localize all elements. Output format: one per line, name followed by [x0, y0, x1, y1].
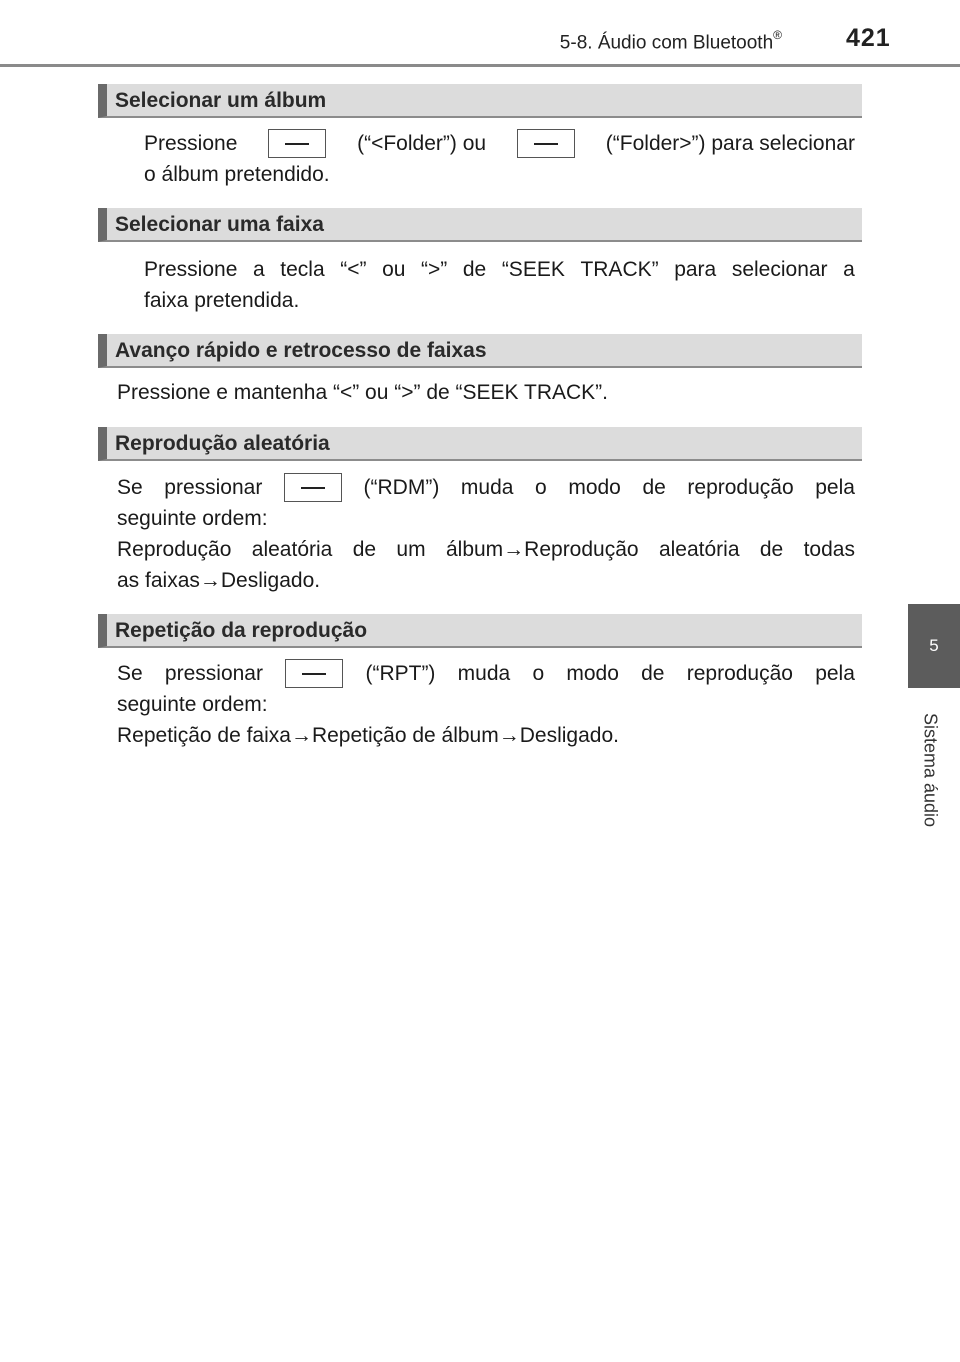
- section-heading-text: Avanço rápido e retrocesso de faixas: [115, 339, 487, 362]
- text-line: seguinte ordem:: [117, 693, 268, 716]
- word: (“Folder>”) para selecionar: [605, 132, 855, 155]
- text-line: o álbum pretendido.: [144, 163, 330, 186]
- text-line: [117, 472, 855, 503]
- text-line: [144, 128, 855, 159]
- word: reprodução: [686, 662, 793, 685]
- section-heading-repeat: [98, 614, 862, 648]
- section-heading-track: [98, 208, 862, 242]
- word: o: [535, 476, 547, 499]
- word: muda: [457, 662, 511, 685]
- word: a: [252, 258, 265, 281]
- word: de: [642, 476, 666, 499]
- word: Se: [117, 662, 143, 685]
- word: aleatória: [251, 538, 333, 561]
- word: Pressione: [144, 132, 238, 155]
- word: para: [674, 258, 717, 281]
- section-heading-album: [98, 84, 862, 118]
- text-line: Repetição de faixa→Repetição de álbum→Desligado.: [117, 724, 619, 747]
- paragraph-track: [144, 254, 855, 316]
- word: pela: [815, 662, 855, 685]
- word: (“RDM”): [363, 476, 440, 499]
- word: o: [532, 662, 545, 685]
- word: um: [396, 538, 426, 561]
- word: ou: [382, 258, 406, 281]
- paragraph-seek: [117, 377, 855, 408]
- registered-mark: ®: [773, 28, 782, 42]
- section-heading-random: [98, 427, 862, 461]
- section-heading-seek: [98, 334, 862, 368]
- word: Pressione: [144, 258, 238, 281]
- header-rule: [0, 64, 960, 67]
- word: muda: [460, 476, 514, 499]
- text-line: faixa pretendida.: [144, 289, 300, 312]
- word: selecionar: [731, 258, 828, 281]
- word: “<”: [340, 258, 367, 281]
- rdm-button-icon: [284, 473, 342, 502]
- chapter-label: Sistema áudio: [920, 712, 941, 828]
- word: a: [843, 258, 855, 281]
- word: álbum→Reprodução: [445, 538, 639, 561]
- section-title: [560, 30, 782, 54]
- section-heading-text: Selecionar uma faixa: [115, 213, 324, 236]
- paragraph-repeat: [117, 658, 855, 751]
- word: “>”: [421, 258, 448, 281]
- word: (“RPT”): [365, 662, 436, 685]
- rpt-button-icon: [285, 659, 343, 688]
- text-line: [117, 658, 855, 689]
- paragraph-album: [144, 128, 855, 190]
- word: “SEEK: [501, 258, 565, 281]
- section-heading-text: Selecionar um álbum: [115, 89, 327, 112]
- text-line: seguinte ordem:: [117, 507, 268, 530]
- folder-down-button-icon: [268, 129, 326, 158]
- text-line: Pressione e mantenha “<” ou “>” de “SEEK TRACK”.: [117, 381, 608, 404]
- word: de: [759, 538, 784, 561]
- section-heading-text: Reprodução aleatória: [115, 432, 330, 455]
- word: de: [352, 538, 377, 561]
- word: de: [641, 662, 665, 685]
- word: Se: [117, 476, 143, 499]
- word: pela: [815, 476, 855, 499]
- text-line: [144, 254, 855, 285]
- word: (“<Folder”) ou: [357, 132, 487, 155]
- page-number: 421: [846, 24, 891, 52]
- word: todas: [803, 538, 855, 561]
- text-line: [117, 534, 855, 565]
- word: TRACK”: [580, 258, 659, 281]
- text-line: as faixas→Desligado.: [117, 569, 321, 592]
- word: aleatória: [658, 538, 740, 561]
- word: tecla: [280, 258, 325, 281]
- word: reprodução: [687, 476, 794, 499]
- chapter-tab: 5: [908, 604, 960, 688]
- section-title-text: 5-8. Áudio com Bluetooth: [559, 32, 774, 54]
- paragraph-random: [117, 472, 855, 596]
- word: modo: [568, 476, 621, 499]
- word: pressionar: [164, 476, 263, 499]
- word: Reprodução: [117, 538, 232, 561]
- word: modo: [566, 662, 619, 685]
- section-heading-text: Repetição da reprodução: [115, 619, 368, 642]
- word: pressionar: [164, 662, 263, 685]
- word: de: [462, 258, 487, 281]
- folder-up-button-icon: [517, 129, 575, 158]
